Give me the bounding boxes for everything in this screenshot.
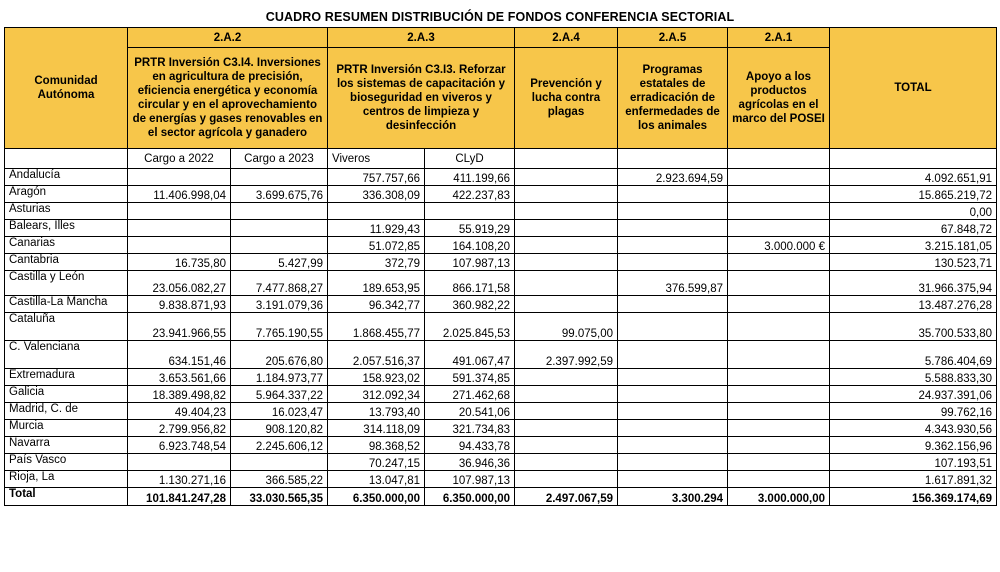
cell-a5 <box>618 254 728 271</box>
cell-a1 <box>728 386 830 403</box>
cell-total: 35.700.533,80 <box>830 313 997 341</box>
table-row <box>5 186 997 203</box>
cell-c2023: 1.184.973,77 <box>231 369 328 386</box>
cell-clyd: 866.171,58 <box>425 271 515 296</box>
table-row <box>5 369 997 386</box>
cell-a1 <box>728 403 830 420</box>
cell-viveros: 312.092,34 <box>328 386 425 403</box>
cell-c2022 <box>128 454 231 471</box>
community-name: Extremadura <box>5 369 128 386</box>
header-desc-a3: PRTR Inversión C3.I3. Reforzar los sistemas de capacitación y bioseguridad en viveros y centros de limpieza y desinfección <box>328 48 515 149</box>
cell-viveros: 70.247,15 <box>328 454 425 471</box>
cell-c2023: 3.191.079,36 <box>231 296 328 313</box>
cell-viveros <box>328 203 425 220</box>
community-name: Cantabria <box>5 254 128 271</box>
table-row <box>5 169 997 186</box>
community-name: Cataluña <box>5 313 128 341</box>
community-name: Castilla-La Mancha <box>5 296 128 313</box>
cell-c2022 <box>128 237 231 254</box>
cell-viveros: 1.868.455,77 <box>328 313 425 341</box>
totals-a5: 3.300.294 <box>618 488 728 506</box>
cell-viveros: 13.047,81 <box>328 471 425 488</box>
cell-clyd: 107.987,13 <box>425 254 515 271</box>
cell-clyd: 411.199,66 <box>425 169 515 186</box>
cell-a1 <box>728 271 830 296</box>
header-community: Comunidad Autónoma <box>5 28 128 149</box>
cell-c2023: 2.245.606,12 <box>231 437 328 454</box>
cell-c2023 <box>231 220 328 237</box>
cell-c2023: 5.964.337,22 <box>231 386 328 403</box>
cell-a4 <box>515 254 618 271</box>
cell-viveros: 158.923,02 <box>328 369 425 386</box>
cell-viveros: 98.368,52 <box>328 437 425 454</box>
cell-c2023: 366.585,22 <box>231 471 328 488</box>
cell-viveros: 51.072,85 <box>328 237 425 254</box>
table-row <box>5 471 997 488</box>
sub-empty <box>728 149 830 169</box>
header-code-a2: 2.A.2 <box>128 28 328 48</box>
table-row <box>5 341 997 369</box>
cell-total: 4.343.930,56 <box>830 420 997 437</box>
cell-viveros: 372,79 <box>328 254 425 271</box>
cell-a4 <box>515 271 618 296</box>
cell-c2022: 1.130.271,16 <box>128 471 231 488</box>
cell-a5 <box>618 341 728 369</box>
cell-viveros: 336.308,09 <box>328 186 425 203</box>
cell-a4 <box>515 454 618 471</box>
cell-a5 <box>618 220 728 237</box>
cell-a5 <box>618 313 728 341</box>
cell-clyd: 2.025.845,53 <box>425 313 515 341</box>
sub-empty <box>830 149 997 169</box>
cell-a1 <box>728 220 830 237</box>
cell-clyd: 321.734,83 <box>425 420 515 437</box>
cell-c2022 <box>128 203 231 220</box>
totals-row <box>5 488 997 506</box>
header-desc-a4: Prevención y lucha contra plagas <box>515 48 618 149</box>
cell-a5 <box>618 403 728 420</box>
cell-c2023: 5.427,99 <box>231 254 328 271</box>
cell-c2022: 49.404,23 <box>128 403 231 420</box>
table-row <box>5 237 997 254</box>
cell-c2023 <box>231 203 328 220</box>
cell-total: 5.588.833,30 <box>830 369 997 386</box>
cell-a1 <box>728 341 830 369</box>
cell-c2022: 6.923.748,54 <box>128 437 231 454</box>
cell-a4 <box>515 186 618 203</box>
cell-c2022: 2.799.956,82 <box>128 420 231 437</box>
cell-a1 <box>728 186 830 203</box>
cell-a4 <box>515 237 618 254</box>
cell-total: 4.092.651,91 <box>830 169 997 186</box>
cell-c2022: 634.151,46 <box>128 341 231 369</box>
sub-empty <box>5 149 128 169</box>
cell-total: 15.865.219,72 <box>830 186 997 203</box>
table-row <box>5 386 997 403</box>
cell-a5 <box>618 471 728 488</box>
cell-total: 130.523,71 <box>830 254 997 271</box>
community-name: Madrid, C. de <box>5 403 128 420</box>
cell-a4 <box>515 386 618 403</box>
cell-a1 <box>728 420 830 437</box>
sub-empty <box>618 149 728 169</box>
header-desc-a2: PRTR Inversión C3.I4. Inversiones en agricultura de precisión, eficiencia energética y economía circular y en el aprovechamiento de energías y gases renovables en el sector agrícola y ganadero <box>128 48 328 149</box>
cell-a4 <box>515 369 618 386</box>
totals-c2023: 33.030.565,35 <box>231 488 328 506</box>
cell-a1 <box>728 313 830 341</box>
cell-clyd: 164.108,20 <box>425 237 515 254</box>
cell-total: 99.762,16 <box>830 403 997 420</box>
cell-clyd: 360.982,22 <box>425 296 515 313</box>
cell-total: 31.966.375,94 <box>830 271 997 296</box>
sub-clyd: CLyD <box>425 149 515 169</box>
cell-a5 <box>618 386 728 403</box>
cell-a1 <box>728 296 830 313</box>
totals-total: 156.369.174,69 <box>830 488 997 506</box>
community-name: Aragón <box>5 186 128 203</box>
cell-a5 <box>618 420 728 437</box>
cell-c2023: 205.676,80 <box>231 341 328 369</box>
cell-total: 0,00 <box>830 203 997 220</box>
cell-a4 <box>515 403 618 420</box>
table-row <box>5 313 997 341</box>
cell-total: 24.937.391,06 <box>830 386 997 403</box>
cell-c2022: 11.406.998,04 <box>128 186 231 203</box>
cell-c2022 <box>128 220 231 237</box>
community-name: Murcia <box>5 420 128 437</box>
cell-a4: 2.397.992,59 <box>515 341 618 369</box>
cell-viveros: 189.653,95 <box>328 271 425 296</box>
cell-total: 9.362.156,96 <box>830 437 997 454</box>
cell-viveros: 96.342,77 <box>328 296 425 313</box>
table-row <box>5 454 997 471</box>
community-name: Andalucía <box>5 169 128 186</box>
cell-a1 <box>728 254 830 271</box>
cell-a1 <box>728 169 830 186</box>
community-name: Balears, Illes <box>5 220 128 237</box>
cell-a4 <box>515 203 618 220</box>
cell-a1 <box>728 471 830 488</box>
cell-c2022 <box>128 169 231 186</box>
cell-c2023: 908.120,82 <box>231 420 328 437</box>
header-code-a1: 2.A.1 <box>728 28 830 48</box>
cell-a4 <box>515 296 618 313</box>
cell-viveros: 757.757,66 <box>328 169 425 186</box>
totals-a1: 3.000.000,00 <box>728 488 830 506</box>
table-title: CUADRO RESUMEN DISTRIBUCIÓN DE FONDOS CONFERENCIA SECTORIAL <box>265 10 735 24</box>
community-name: Rioja, La <box>5 471 128 488</box>
header-code-a3: 2.A.3 <box>328 28 515 48</box>
cell-viveros: 11.929,43 <box>328 220 425 237</box>
table-row <box>5 203 997 220</box>
cell-clyd: 20.541,06 <box>425 403 515 420</box>
table-row <box>5 420 997 437</box>
header-sub-row <box>5 149 997 169</box>
totals-clyd: 6.350.000,00 <box>425 488 515 506</box>
sub-cargo-2023: Cargo a 2023 <box>231 149 328 169</box>
cell-clyd: 591.374,85 <box>425 369 515 386</box>
cell-total: 67.848,72 <box>830 220 997 237</box>
community-name: Canarias <box>5 237 128 254</box>
cell-c2022: 3.653.561,66 <box>128 369 231 386</box>
table-row <box>5 254 997 271</box>
table-body <box>5 169 997 488</box>
cell-a1 <box>728 437 830 454</box>
cell-a5 <box>618 296 728 313</box>
cell-a1 <box>728 369 830 386</box>
community-name: País Vasco <box>5 454 128 471</box>
cell-c2023 <box>231 237 328 254</box>
community-name: Castilla y León <box>5 271 128 296</box>
cell-a5: 376.599,87 <box>618 271 728 296</box>
cell-clyd: 271.462,68 <box>425 386 515 403</box>
cell-viveros: 13.793,40 <box>328 403 425 420</box>
community-name: Galicia <box>5 386 128 403</box>
cell-total: 13.487.276,28 <box>830 296 997 313</box>
community-name: C. Valenciana <box>5 341 128 369</box>
cell-viveros: 314.118,09 <box>328 420 425 437</box>
cell-c2023: 3.699.675,76 <box>231 186 328 203</box>
cell-clyd: 55.919,29 <box>425 220 515 237</box>
table-row <box>5 271 997 296</box>
totals-a4: 2.497.067,59 <box>515 488 618 506</box>
community-name: Asturias <box>5 203 128 220</box>
header-code-a5: 2.A.5 <box>618 28 728 48</box>
cell-a5 <box>618 237 728 254</box>
cell-clyd <box>425 203 515 220</box>
table-row <box>5 296 997 313</box>
cell-viveros: 2.057.516,37 <box>328 341 425 369</box>
cell-total: 107.193,51 <box>830 454 997 471</box>
cell-a1 <box>728 203 830 220</box>
sub-viveros: Viveros <box>328 149 425 169</box>
cell-a1 <box>728 454 830 471</box>
cell-a1: 3.000.000 € <box>728 237 830 254</box>
header-codes-row <box>5 28 997 48</box>
cell-total: 5.786.404,69 <box>830 341 997 369</box>
header-desc-a1: Apoyo a los productos agrícolas en el marco del POSEI <box>728 48 830 149</box>
cell-c2023: 16.023,47 <box>231 403 328 420</box>
cell-a4 <box>515 420 618 437</box>
cell-clyd: 422.237,83 <box>425 186 515 203</box>
cell-total: 1.617.891,32 <box>830 471 997 488</box>
cell-clyd: 491.067,47 <box>425 341 515 369</box>
cell-c2023 <box>231 454 328 471</box>
cell-a5 <box>618 203 728 220</box>
header-desc-a5: Programas estatales de erradicación de enfermedades de los animales <box>618 48 728 149</box>
totals-label: Total <box>5 488 128 506</box>
totals-viveros: 6.350.000,00 <box>328 488 425 506</box>
cell-total: 3.215.181,05 <box>830 237 997 254</box>
sub-cargo-2022: Cargo a 2022 <box>128 149 231 169</box>
table-row <box>5 403 997 420</box>
totals-c2022: 101.841.247,28 <box>128 488 231 506</box>
cell-a5 <box>618 437 728 454</box>
cell-c2022: 23.056.082,27 <box>128 271 231 296</box>
cell-a4 <box>515 169 618 186</box>
cell-a5 <box>618 454 728 471</box>
cell-c2022: 9.838.871,93 <box>128 296 231 313</box>
table-row <box>5 437 997 454</box>
cell-clyd: 107.987,13 <box>425 471 515 488</box>
cell-clyd: 94.433,78 <box>425 437 515 454</box>
cell-a5 <box>618 186 728 203</box>
funds-table <box>4 27 997 506</box>
header-total: TOTAL <box>830 28 997 149</box>
cell-a4 <box>515 471 618 488</box>
cell-a4 <box>515 437 618 454</box>
cell-c2022: 23.941.966,55 <box>128 313 231 341</box>
cell-c2022: 18.389.498,82 <box>128 386 231 403</box>
cell-c2022: 16.735,80 <box>128 254 231 271</box>
cell-a5 <box>618 369 728 386</box>
header-code-a4: 2.A.4 <box>515 28 618 48</box>
cell-a5: 2.923.694,59 <box>618 169 728 186</box>
table-row <box>5 220 997 237</box>
sub-empty <box>515 149 618 169</box>
community-name: Navarra <box>5 437 128 454</box>
cell-a4 <box>515 220 618 237</box>
cell-c2023: 7.477.868,27 <box>231 271 328 296</box>
cell-a4: 99.075,00 <box>515 313 618 341</box>
cell-clyd: 36.946,36 <box>425 454 515 471</box>
cell-c2023 <box>231 169 328 186</box>
cell-c2023: 7.765.190,55 <box>231 313 328 341</box>
